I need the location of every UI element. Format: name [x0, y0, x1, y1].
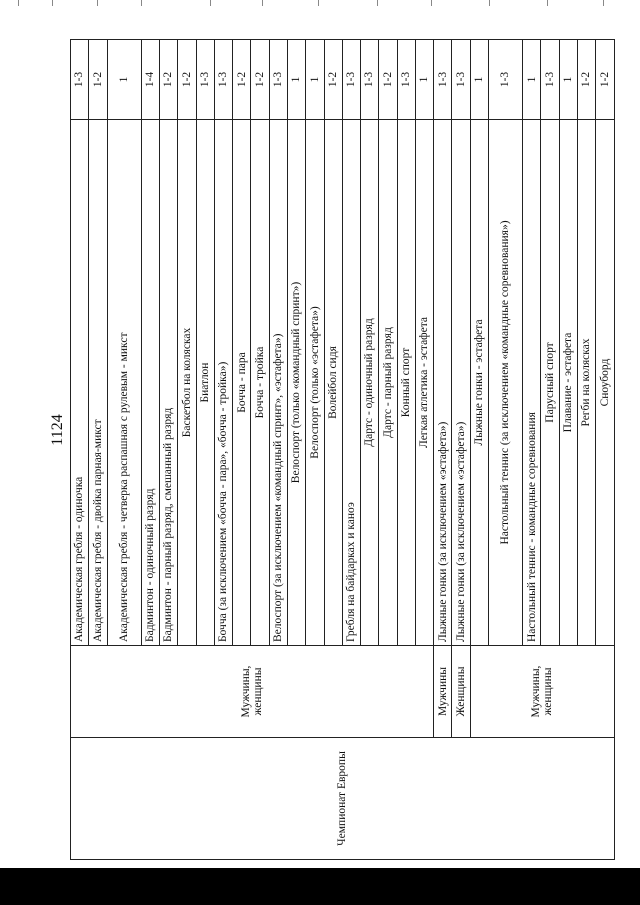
places-cell: 1-3	[196, 40, 214, 120]
discipline-cell: Бочча - пара	[233, 120, 251, 646]
discipline-cell: Академическая гребля - двойка парная-микст	[89, 120, 107, 646]
discipline-cell: Конный спорт	[397, 120, 415, 646]
discipline-cell: Плавание - эстафета	[559, 120, 577, 646]
discipline-cell: Лыжные гонки (за исключением «эстафета»)	[452, 120, 470, 646]
places-cell: 1-2	[178, 40, 196, 120]
places-cell: 1-3	[269, 40, 287, 120]
places-cell: 1	[415, 40, 433, 120]
discipline-cell: Велоспорт (только «эстафета»)	[306, 120, 324, 646]
places-cell: 1-4	[141, 40, 159, 120]
discipline-cell: Лыжные гонки (за исключением «эстафета»)	[434, 120, 452, 646]
places-cell: 1-2	[89, 40, 107, 120]
places-cell: 1-3	[541, 40, 559, 120]
discipline-cell: Легкая атлетика - эстафета	[415, 120, 433, 646]
scan-top-edge	[0, 0, 640, 10]
discipline-cell: Академическая гребля - четверка распашная с рулевым - микст	[107, 120, 141, 646]
places-cell: 1-3	[342, 40, 360, 120]
discipline-cell: Велоспорт (за исключением «командный спринт», «эстафета»)	[269, 120, 287, 646]
places-cell: 1-3	[489, 40, 523, 120]
discipline-cell: Дартс - одиночный разряд	[361, 120, 379, 646]
discipline-cell: Бадминтон - одиночный разряд	[141, 120, 159, 646]
places-cell: 1	[107, 40, 141, 120]
discipline-cell: Лыжные гонки - эстафета	[470, 120, 488, 646]
sex-cell: Мужчины, женщины	[470, 646, 614, 738]
page-number-text: 1124	[49, 414, 66, 446]
discipline-cell: Дартс - парный разряд	[379, 120, 397, 646]
places-cell: 1	[306, 40, 324, 120]
places-cell: 1-3	[71, 40, 89, 120]
places-cell: 1	[470, 40, 488, 120]
table-row	[452, 40, 470, 860]
places-cell: 1-3	[214, 40, 232, 120]
table-row	[470, 40, 488, 860]
places-cell: 1	[559, 40, 577, 120]
discipline-cell: Биатлон	[196, 120, 214, 646]
discipline-cell: Академическая гребля - одиночка	[71, 120, 89, 646]
disciplines-table	[70, 39, 615, 860]
places-cell: 1	[287, 40, 305, 120]
places-cell: 1-2	[379, 40, 397, 120]
places-cell: 1-2	[578, 40, 596, 120]
rotated-page	[70, 40, 615, 860]
places-cell: 1-2	[159, 40, 177, 120]
sex-cell: Мужчины, женщины	[71, 646, 434, 738]
discipline-cell: Бочча (за исключением «бочча - пара», «бочча - тройка»)	[214, 120, 232, 646]
places-cell: 1-2	[596, 40, 615, 120]
sex-cell: Женщины	[452, 646, 470, 738]
discipline-cell: Баскетбол на колясках	[178, 120, 196, 646]
places-cell: 1-3	[452, 40, 470, 120]
table-row	[71, 40, 89, 860]
table-body	[71, 40, 615, 860]
places-cell: 1	[523, 40, 541, 120]
discipline-cell: Парусный спорт	[541, 120, 559, 646]
discipline-cell: Бадминтон - парный разряд, смешанный разряд	[159, 120, 177, 646]
discipline-cell: Велоспорт (только «командный спринт»)	[287, 120, 305, 646]
discipline-cell: Сноуборд	[596, 120, 615, 646]
places-cell: 1-3	[361, 40, 379, 120]
table-row	[434, 40, 452, 860]
places-cell: 1-2	[251, 40, 269, 120]
discipline-cell: Волейбол сидя	[324, 120, 342, 646]
discipline-cell: Регби на колясках	[578, 120, 596, 646]
discipline-cell: Бочча - тройка	[251, 120, 269, 646]
places-cell: 1-3	[434, 40, 452, 120]
places-cell: 1-2	[233, 40, 251, 120]
places-cell: 1-3	[397, 40, 415, 120]
scan-bottom-band	[0, 868, 640, 905]
sex-cell: Мужчины	[434, 646, 452, 738]
discipline-cell: Настольный теннис (за исключением «командные соревнования»)	[489, 120, 523, 646]
places-cell: 1-2	[324, 40, 342, 120]
discipline-cell: Гребля на байдарках и каноэ	[342, 120, 360, 646]
discipline-cell: Настольный теннис - командные соревнования	[523, 120, 541, 646]
event-cell: Чемпионат Европы	[71, 738, 615, 860]
